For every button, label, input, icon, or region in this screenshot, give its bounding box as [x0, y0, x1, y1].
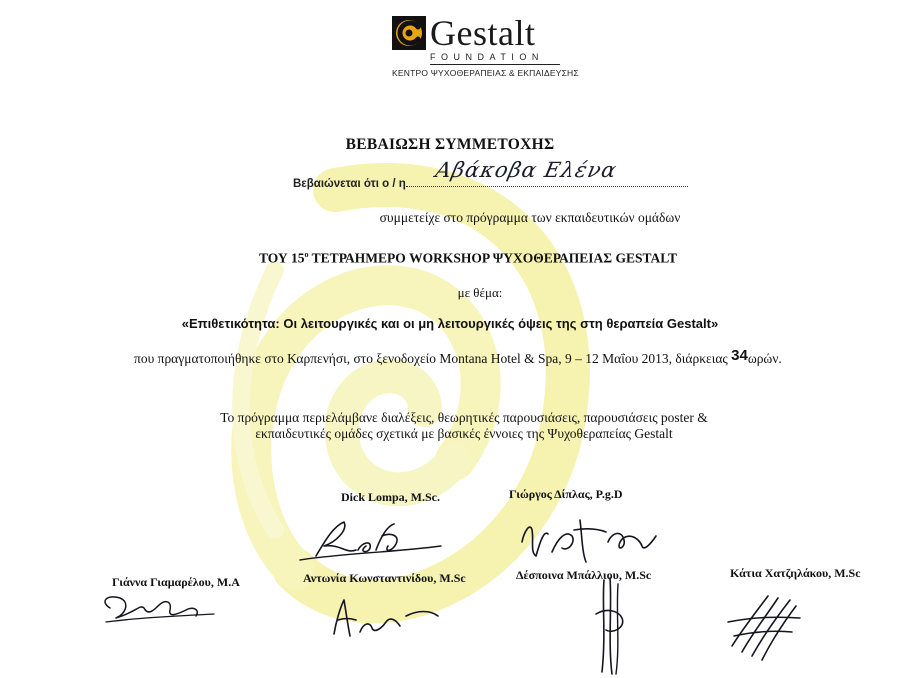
signature-mpallou	[582, 574, 642, 678]
hours-value: 34	[731, 347, 748, 364]
signature-chatzilakou	[722, 586, 812, 666]
logo-foundation: FOUNDATION	[430, 52, 560, 65]
certify-label: Βεβαιώνεται ότι ο / η	[293, 178, 406, 190]
description-line-1: Το πρόγραμμα περιελάμβανε διαλέξεις, θεωρητικές παρουσιάσεις, παρουσιάσεις poster &	[220, 410, 708, 425]
signatory-lompa: Dick Lompa, M.Sc.	[341, 490, 440, 504]
workshop-sup: ο	[304, 250, 309, 259]
certificate-title: ΒΕΒΑΙΩΣΗ ΣΥΜΜΕΤΟΧΗΣ	[345, 136, 555, 153]
logo-wordmark: Gestalt	[430, 13, 536, 53]
signature-lompa	[296, 514, 446, 564]
name-dotted-line	[406, 158, 688, 187]
logo-emblem-icon	[392, 16, 426, 50]
signature-konstantinidou	[326, 592, 446, 642]
certify-row	[293, 158, 688, 196]
venue-line	[134, 347, 782, 367]
workshop-theme: «Επιθετικότητα: Οι λειτουργικές και οι μη λειτουργικές όψεις της στη θεραπεία Gestalt»	[181, 316, 719, 331]
participant-name: Αβάκοβα Ελένα	[433, 158, 620, 182]
program-description	[14, 410, 900, 442]
signatory-diplas: Γιώργος Δίπλας, P.g.D	[509, 487, 623, 501]
workshop-rest: ΤΕΤΡΑΗΜΕΡΟ WORKSHOP ΨΥΧΟΘΕΡΑΠΕΙΑΣ GESTALT	[308, 250, 677, 266]
logo-subtitle: ΚΕΝΤΡΟ ΨΥΧΟΘΕΡΑΠΕΙΑΣ & ΕΚΠΑΙΔΕΥΣΗΣ	[392, 68, 579, 78]
workshop-prefix: ΤΟΥ 15	[259, 250, 305, 266]
signatory-konstantinidou: Αντωνία Κωνσταντινίδου, M.Sc	[303, 571, 466, 585]
theme-label: με θέμα:	[457, 285, 503, 300]
hours-suffix: ωρών.	[747, 351, 782, 366]
signature-diplas	[516, 512, 666, 572]
participated-text: συμμετείχε στο πρόγραμμα των εκπαιδευτικών ομάδων	[379, 210, 681, 225]
description-line-2: εκπαιδευτικές ομάδες σχετικά με βασικές έννοιες της Ψυχοθεραπείας Gestalt	[255, 426, 673, 441]
signatory-mpallou: Δέσποινα Μπάλλιου, M.Sc	[516, 568, 652, 582]
workshop-line	[18, 250, 900, 267]
signatory-chatzilakou: Κάτια Χατζηλάκου, M.Sc	[730, 566, 861, 580]
signatory-giamarelou: Γιάννα Γιαμαρέλου, Μ.Α	[112, 575, 240, 589]
gestalt-foundation-logo	[392, 13, 579, 82]
venue-text: που πραγματοποιήθηκε στο Καρπενήσι, στο ξενοδοχείο Montana Hotel & Spa, 9 – 12 Μαΐου 2013, διάρκειας	[134, 351, 728, 366]
signature-giamarelou	[96, 588, 236, 633]
